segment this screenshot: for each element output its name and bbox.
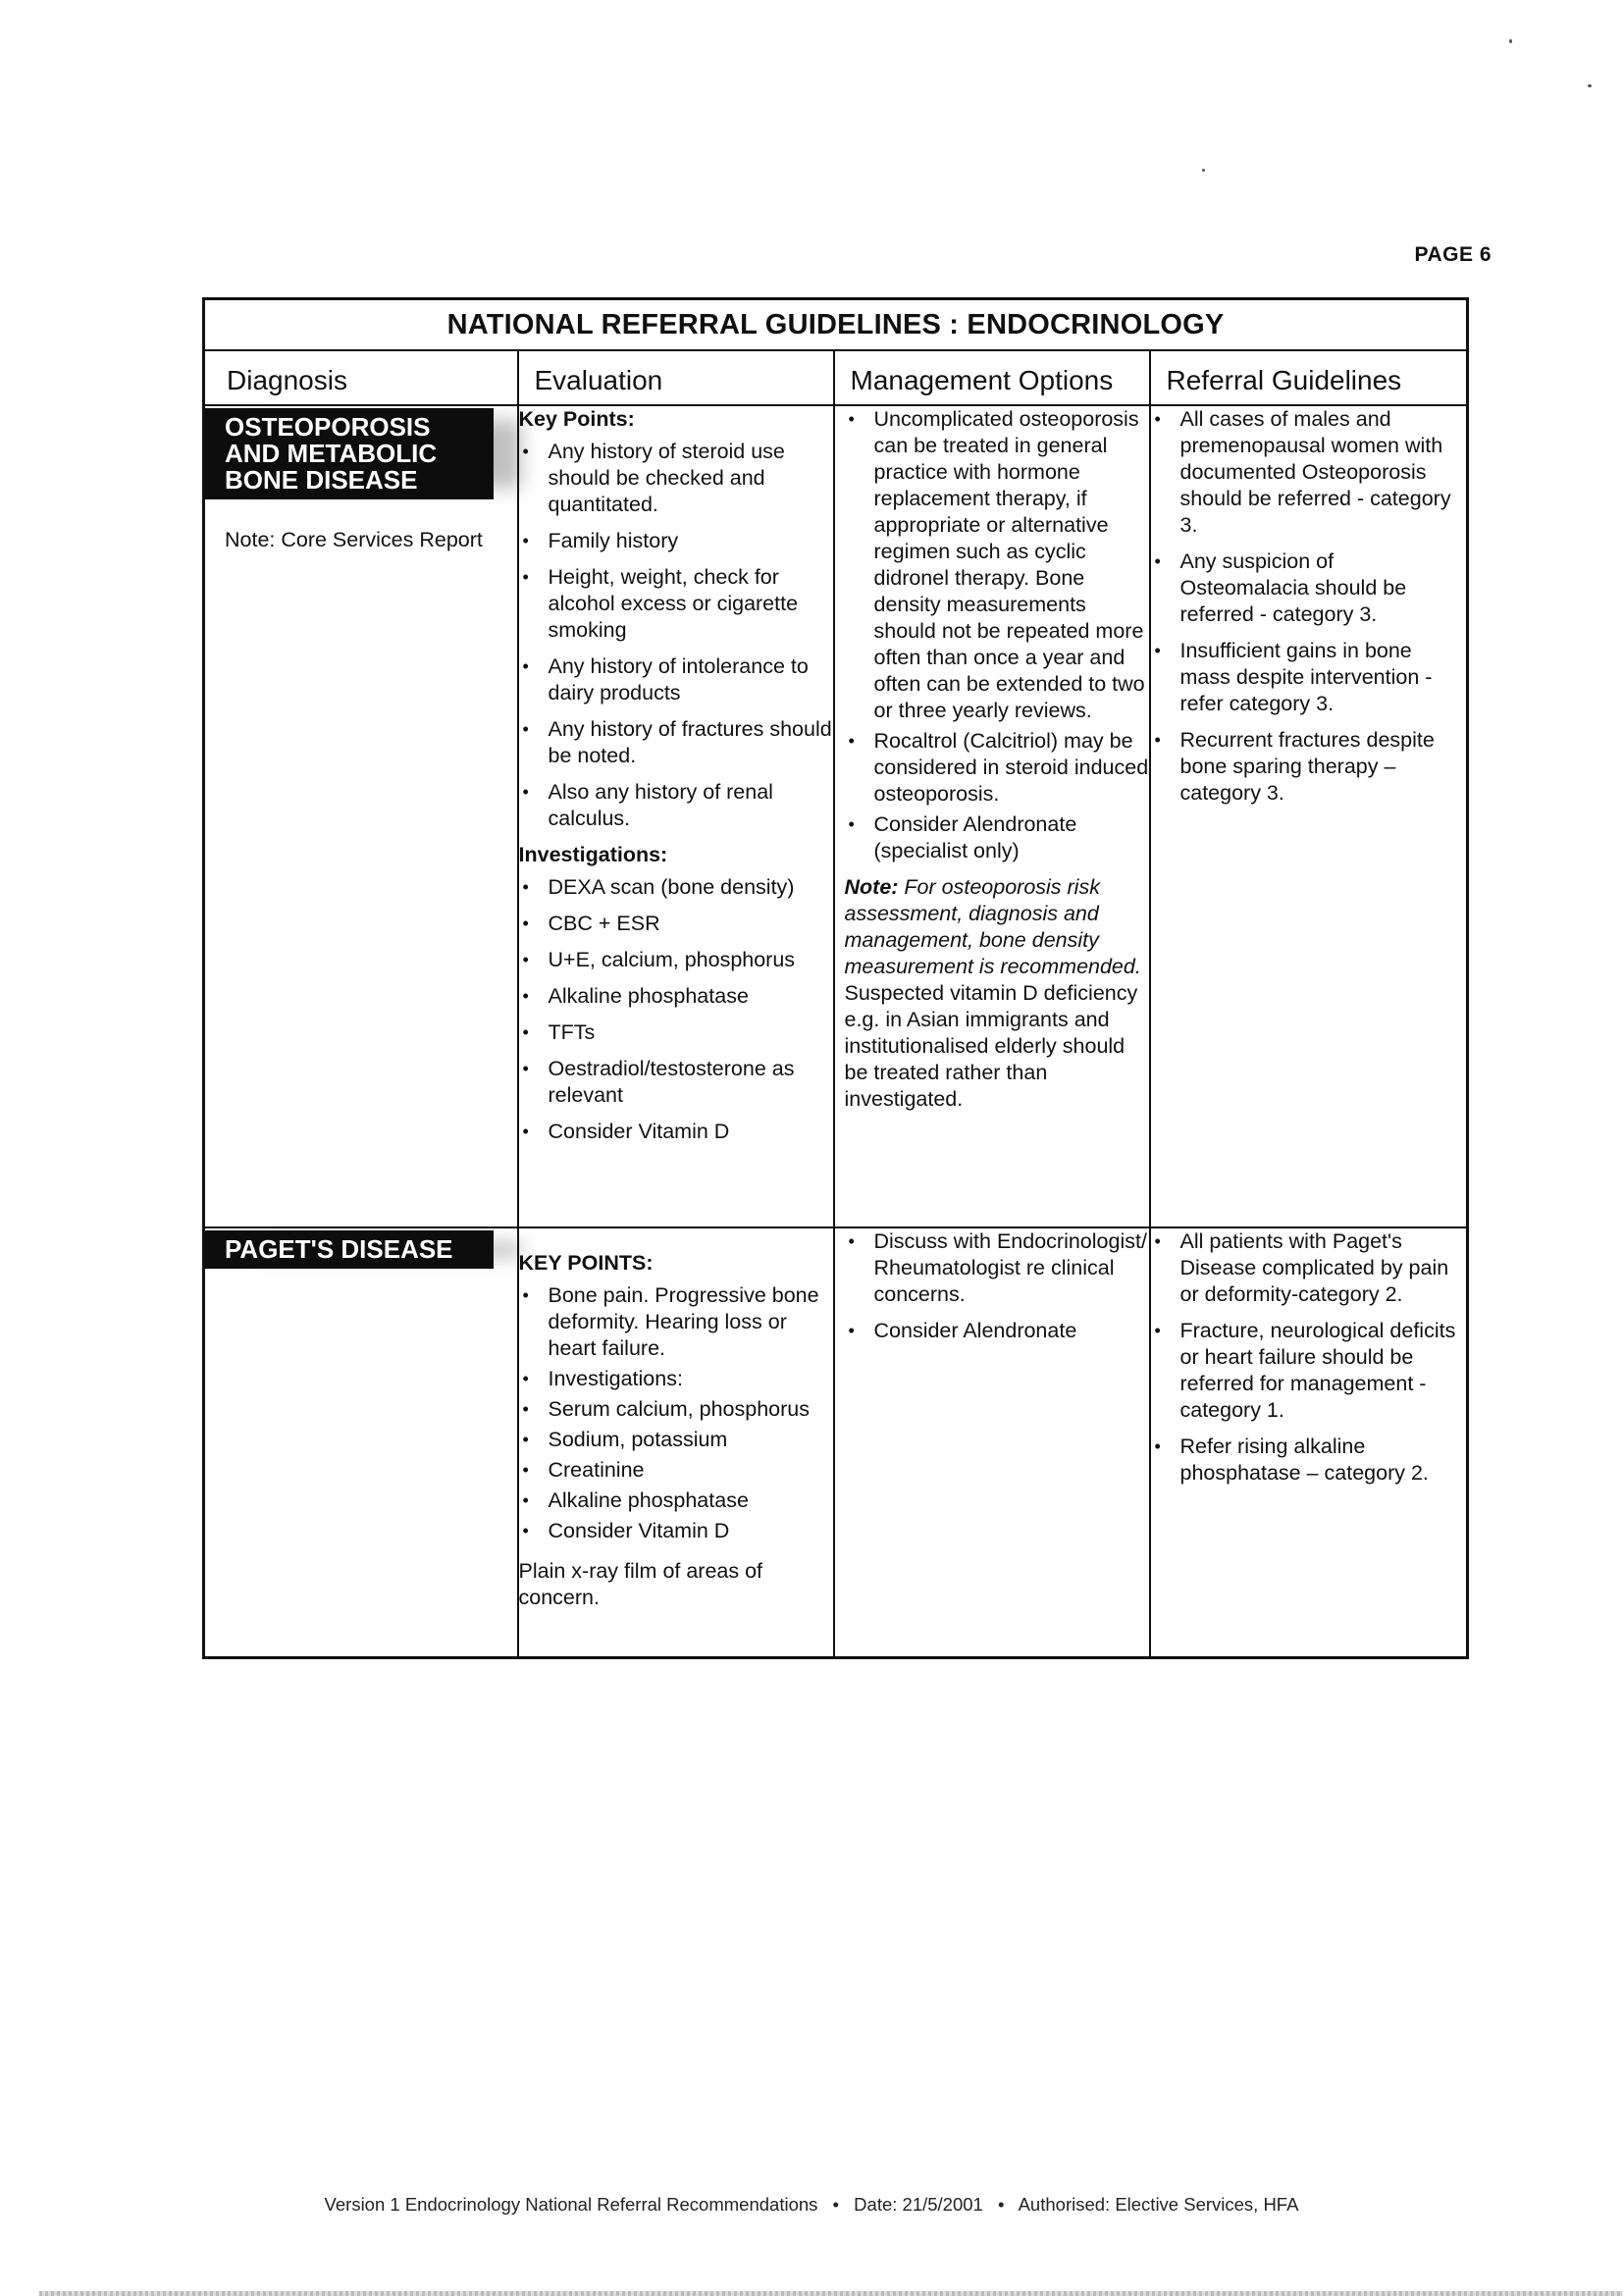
table-row [204,405,1468,1227]
footer-authorised: Authorised: Elective Services, HFA [1018,2194,1299,2215]
list-item: • DEXA scan (bone density) [519,874,833,901]
list-item: • Also any history of renal calculus. [519,779,833,832]
list-item: • Any history of steroid use should be checked and quantitated. [519,439,833,518]
scan-speck [1509,39,1512,43]
list-item: • Any history of intolerance to dairy products [519,653,833,706]
list-item: • Consider Vitamin D [519,1518,833,1544]
page-number: PAGE 6 [1414,243,1492,266]
scan-edge-rule [39,2291,1623,2296]
list-item: • Investigations: [519,1366,833,1392]
diagnosis-label: PAGET'S DISEASE [205,1230,494,1269]
list-item: • CBC + ESR [519,911,833,937]
management-list [845,406,1149,864]
list-item: • Alkaline phosphatase [519,983,833,1010]
management-note-text: For osteoporosis risk assessment, diagnosis and management, bone density measurement is recommended. [844,875,1141,978]
scan-speck [1588,84,1592,87]
header-row [204,350,1468,405]
footer-date: Date: 21/5/2001 [854,2194,983,2215]
key-points-heading: Key Points: [518,407,635,431]
key-points-heading: KEY POINTS: [518,1251,654,1275]
list-item: • Discuss with Endocrinologist/ Rheumatologist re clinical concerns. [845,1228,1149,1308]
diagnosis-cell [204,405,518,1227]
list-item: • Insufficient gains in bone mass despite intervention - refer category 3. [1151,638,1467,717]
key-points-list [519,1282,833,1544]
referral-cell [1150,405,1468,1227]
list-item: • Bone pain. Progressive bone deformity. Hearing loss or heart failure. [519,1282,833,1362]
list-item: • Serum calcium, phosphorus [519,1396,833,1423]
list-item: • Any suspicion of Osteomalacia should be referred - category 3. [1151,548,1467,628]
footer-separator: • [997,2194,1005,2215]
table-title: NATIONAL REFERRAL GUIDELINES : ENDOCRINOLOGY [204,299,1468,351]
list-item: • Consider Alendronate [845,1318,1149,1344]
evaluation-cell [518,405,834,1227]
evaluation-cell [518,1227,834,1657]
footer-version: Version 1 Endocrinology National Referral Recommendations [324,2194,818,2215]
diagnosis-label: OSTEOPOROSIS AND METABOLIC BONE DISEASE [205,408,494,499]
management-note-label: Note: [844,875,899,899]
key-points-list [519,439,833,832]
footer-separator: • [832,2194,840,2215]
list-item: • Recurrent fractures despite bone sparing therapy – category 3. [1151,727,1467,807]
list-item: • Any history of fractures should be noted. [519,716,833,769]
column-header-management: Management Options [834,350,1150,405]
list-item: • Uncomplicated osteoporosis can be treated in general practice with hormone replacement therapy, if appropriate or alternative regimen such as cyclic didronel therapy. Bone density measurements should not be repeated more often than once a year and often can be extended to two or three yearly reviews. [845,406,1149,724]
list-item: • U+E, calcium, phosphorus [519,947,833,973]
investigations-list [519,874,833,1145]
title-row [204,299,1468,351]
referral-guidelines-table [202,297,1469,1659]
list-item: • Refer rising alkaline phosphatase – category 2. [1151,1434,1467,1487]
list-item: • All cases of males and premenopausal women with documented Osteoporosis should be referred - category 3. [1151,406,1467,539]
page-footer [0,2194,1623,2216]
scan-speck [1202,169,1205,172]
management-note [845,874,1149,980]
table-row [204,1227,1468,1657]
diagnosis-note: Note: Core Services Report [225,528,483,551]
management-list [845,1228,1149,1344]
list-item: • TFTs [519,1019,833,1046]
list-item: • Fracture, neurological deficits or heart failure should be referred for management - category 1. [1151,1318,1467,1424]
list-item: • Creatinine [519,1457,833,1484]
referral-list [1151,1228,1467,1487]
column-header-referral: Referral Guidelines [1150,350,1468,405]
management-cell [834,1227,1150,1657]
management-cell [834,405,1150,1227]
diagnosis-cell [204,1227,518,1657]
referral-cell [1150,1227,1468,1657]
list-item: • All patients with Paget's Disease complicated by pain or deformity-category 2. [1151,1228,1467,1308]
column-header-diagnosis: Diagnosis [204,350,518,405]
list-item: • Oestradiol/testosterone as relevant [519,1056,833,1109]
list-item: • Height, weight, check for alcohol excess or cigarette smoking [519,564,833,644]
list-item: • Rocaltrol (Calcitriol) may be considered in steroid induced osteoporosis. [845,728,1149,808]
list-item: • Consider Alendronate (specialist only) [845,811,1149,864]
management-extra-text: Suspected vitamin D deficiency e.g. in Asian immigrants and institutionalised elderly should be treated rather than investigated. [844,981,1138,1111]
referral-list [1151,406,1467,807]
list-item: • Alkaline phosphatase [519,1487,833,1514]
evaluation-extra-text: Plain x-ray film of areas of concern. [518,1559,763,1609]
list-item: • Sodium, potassium [519,1427,833,1453]
list-item: • Consider Vitamin D [519,1119,833,1145]
column-header-evaluation: Evaluation [518,350,834,405]
list-item: • Family history [519,528,833,554]
investigations-heading: Investigations: [518,843,668,866]
